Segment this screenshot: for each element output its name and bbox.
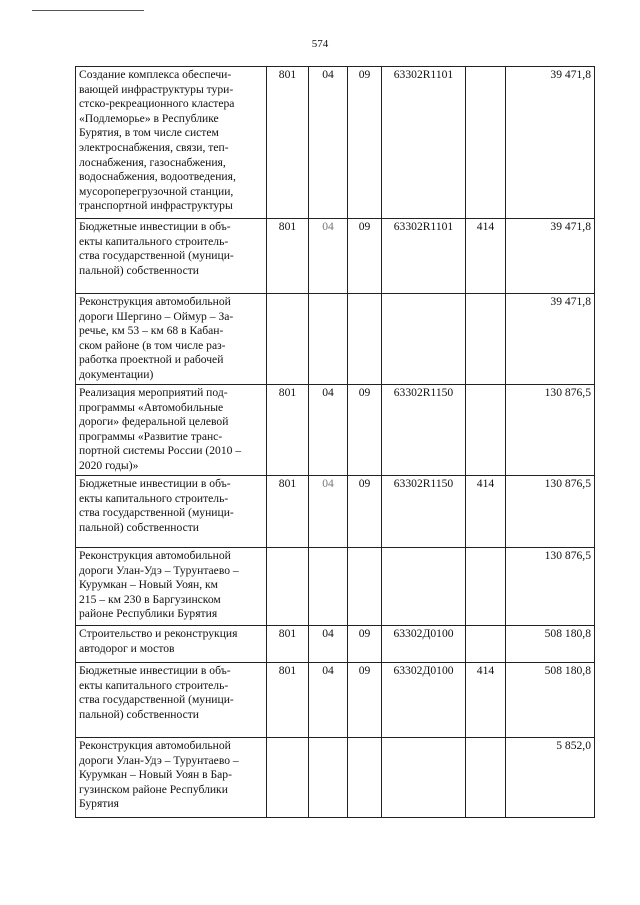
cell-csr [382, 738, 466, 818]
cell-csr: 63302R1101 [382, 219, 466, 294]
table-row [76, 219, 595, 294]
cell-rz: 04 [309, 385, 348, 476]
table-row [76, 385, 595, 476]
cell-pr [348, 548, 382, 626]
cell-pr [348, 294, 382, 385]
cell-rz: 04 [309, 663, 348, 738]
cell-vr [466, 548, 506, 626]
cell-ved [267, 294, 309, 385]
cell-rz [309, 738, 348, 818]
cell-sum: 39 471,8 [506, 294, 595, 385]
cell-name: Бюджетные инвестиции в объ- екты капитального строитель- ства государственной (муници- пальной) собственности [76, 663, 267, 738]
cell-csr: 63302R1150 [382, 476, 466, 548]
cell-csr: 63302R1101 [382, 67, 466, 219]
cell-vr [466, 626, 506, 663]
cell-sum: 508 180,8 [506, 626, 595, 663]
page-number: 574 [311, 38, 329, 50]
cell-ved: 801 [267, 663, 309, 738]
table-row [76, 626, 595, 663]
cell-rz [309, 294, 348, 385]
cell-ved: 801 [267, 219, 309, 294]
table-row [76, 67, 595, 219]
cell-name: Реконструкция автомобильной дороги Улан-Удэ – Турунтаево – Курумкан – Новый Уоян, км 215 – км 230 в Баргузинском районе Республики Бурятия [76, 548, 267, 626]
cell-vr [466, 738, 506, 818]
cell-pr: 09 [348, 663, 382, 738]
cell-vr: 414 [466, 476, 506, 548]
cell-sum: 39 471,8 [506, 219, 595, 294]
cell-sum: 39 471,8 [506, 67, 595, 219]
cell-ved: 801 [267, 626, 309, 663]
cell-vr: 414 [466, 219, 506, 294]
cell-csr [382, 548, 466, 626]
cell-name: Создание комплекса обеспечи- вающей инфраструктуры тури- стско-рекреационного кластера «Подлеморье» в Республике Бурятия, в том числе систем электроснабжения, связи, теп- лоснабжения, газоснабжения, водоснабжения, водоотведения, мусороперегрузочной станции, транспортной инфраструктуры [76, 67, 267, 219]
cell-vr [466, 294, 506, 385]
cell-sum: 130 876,5 [506, 548, 595, 626]
budget-table [75, 66, 595, 818]
cell-vr [466, 67, 506, 219]
table-row [76, 663, 595, 738]
cell-pr: 09 [348, 385, 382, 476]
cell-rz [309, 548, 348, 626]
cell-name: Реконструкция автомобильной дороги Улан-Удэ – Турунтаево – Курумкан – Новый Уоян в Бар- гузинском районе Республики Бурятия [76, 738, 267, 818]
table-row [76, 476, 595, 548]
cell-name: Реализация мероприятий под- программы «Автомобильные дороги» федеральной целевой программы «Развитие транс- портной системы России (2010 – 2020 годы)» [76, 385, 267, 476]
cell-rz: 04 [309, 67, 348, 219]
cell-pr: 09 [348, 67, 382, 219]
header-rule [32, 10, 144, 11]
cell-sum: 130 876,5 [506, 476, 595, 548]
cell-ved: 801 [267, 476, 309, 548]
cell-ved: 801 [267, 385, 309, 476]
cell-name: Реконструкция автомобильной дороги Шергино – Оймур – За- речье, км 53 – км 68 в Кабан- ском районе (в том числе раз- работка проектной и рабочей документации) [76, 294, 267, 385]
cell-ved: 801 [267, 67, 309, 219]
cell-csr: 63302Д0100 [382, 626, 466, 663]
cell-ved [267, 548, 309, 626]
cell-ved [267, 738, 309, 818]
cell-name: Строительство и реконструкция автодорог и мостов [76, 626, 267, 663]
cell-pr: 09 [348, 219, 382, 294]
cell-name: Бюджетные инвестиции в объ- екты капитального строитель- ства государственной (муници- пальной) собственности [76, 219, 267, 294]
cell-csr: 63302R1150 [382, 385, 466, 476]
cell-pr: 09 [348, 476, 382, 548]
cell-pr [348, 738, 382, 818]
cell-csr: 63302Д0100 [382, 663, 466, 738]
cell-csr [382, 294, 466, 385]
cell-rz: 04 [309, 219, 348, 294]
cell-name: Бюджетные инвестиции в объ- екты капитального строитель- ства государственной (муници- пальной) собственности [76, 476, 267, 548]
cell-sum: 130 876,5 [506, 385, 595, 476]
table-row [76, 738, 595, 818]
table-row [76, 294, 595, 385]
cell-sum: 5 852,0 [506, 738, 595, 818]
cell-vr [466, 385, 506, 476]
cell-pr: 09 [348, 626, 382, 663]
cell-vr: 414 [466, 663, 506, 738]
cell-rz: 04 [309, 476, 348, 548]
cell-rz: 04 [309, 626, 348, 663]
cell-sum: 508 180,8 [506, 663, 595, 738]
table-row [76, 548, 595, 626]
